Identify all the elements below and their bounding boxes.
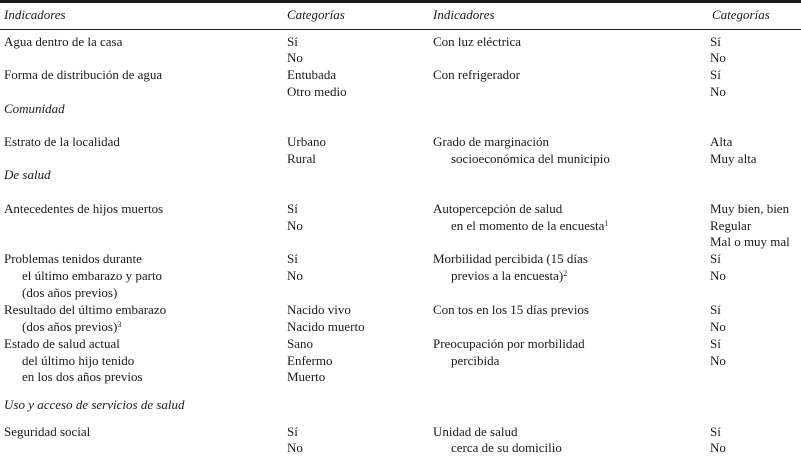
indicator-label: Autopercepción de salud [433,201,563,216]
section-heading-de-salud: De salud [4,167,51,182]
footnote-marker: 2 [563,269,568,278]
indicator-label-continued: el último embarazo y parto [22,268,163,283]
top-rule [0,0,801,3]
category-value: Enfermo [287,353,333,368]
category-value: Sí [287,251,298,266]
indicator-label-continued: socioeconómica del municipio [451,151,610,166]
header-indicadores-left: Indicadores [4,7,66,22]
indicator-label: Estado de salud actual [4,336,120,351]
indicator-label: Problemas tenidos durante [4,251,142,266]
category-value: Nacido muerto [287,319,365,334]
category-value: No [287,218,303,233]
category-value: Entubada [287,67,337,82]
label-text: (dos años previos) [22,319,118,334]
label-text: en el momento de la encuesta [451,218,605,233]
indicator-label-continued: (dos años previos) [22,285,118,300]
indicator-label: Estrato de la localidad [4,134,120,149]
indicator-label-continued: percibida [451,353,500,368]
category-value: No [710,319,726,334]
category-value: Otro medio [287,84,347,99]
category-value: No [710,268,726,283]
category-value: Nacido vivo [287,302,351,317]
indicator-label: Seguridad social [4,424,91,439]
category-value: Rural [287,151,316,166]
label-text: previos a la encuesta) [451,268,564,283]
category-value: Sí [287,201,298,216]
footnote-marker: 3 [117,320,122,329]
indicator-label: Preocupación por morbilidad [433,336,585,351]
indicator-label-continued [433,268,567,284]
header-categorias-right: Categorías [712,7,770,22]
indicator-label: Con refrigerador [433,67,520,82]
category-value: Sí [710,424,721,439]
category-value: No [287,268,303,283]
category-value: Sí [287,34,298,49]
header-categorias-left: Categorías [287,7,345,22]
category-value: Alta [710,134,733,149]
category-value: Sí [710,34,721,49]
indicator-label-continued: del último hijo tenido [22,353,135,368]
category-value: Sí [710,336,721,351]
indicator-label: Forma de distribución de agua [4,67,163,82]
indicator-label: Con luz eléctrica [433,34,522,49]
category-value: Sí [710,67,721,82]
category-value: Regular [710,218,752,233]
indicator-label-continued: en los dos años previos [22,369,143,384]
category-value: No [710,353,726,368]
category-value: No [287,50,303,65]
category-value: Sí [287,424,298,439]
indicator-label: Grado de marginación [433,134,549,149]
category-value: Urbano [287,134,326,149]
indicator-label-continued [4,319,121,335]
header-rule [0,29,801,30]
indicator-label: Antecedentes de hijos muertos [4,201,164,216]
category-value: Sí [710,302,721,317]
header-indicadores-right: Indicadores [433,7,495,22]
indicator-label-continued: cerca de su domicilio [451,440,562,455]
indicator-label: Resultado del último embarazo [4,302,167,317]
section-heading-uso-acceso: Uso y acceso de servicios de salud [4,397,185,412]
category-value: No [710,84,726,99]
indicator-label-continued [433,218,608,234]
indicator-label: Agua dentro de la casa [4,34,123,49]
category-value: No [287,440,303,455]
footnote-marker: 1 [604,219,609,228]
category-value: No [710,440,726,455]
category-value: No [710,50,726,65]
category-value: Muy bien, bien [710,201,790,216]
category-value: Mal o muy mal [710,234,790,249]
indicator-label: Morbilidad percibida (15 días [433,251,588,266]
indicator-label: Unidad de salud [433,424,518,439]
section-heading-comunidad: Comunidad [4,101,65,116]
category-value: Muy alta [710,151,757,166]
category-value: Sí [710,251,721,266]
category-value: Muerto [287,369,326,384]
category-value: Sano [287,336,313,351]
indicator-label: Con tos en los 15 días previos [433,302,589,317]
